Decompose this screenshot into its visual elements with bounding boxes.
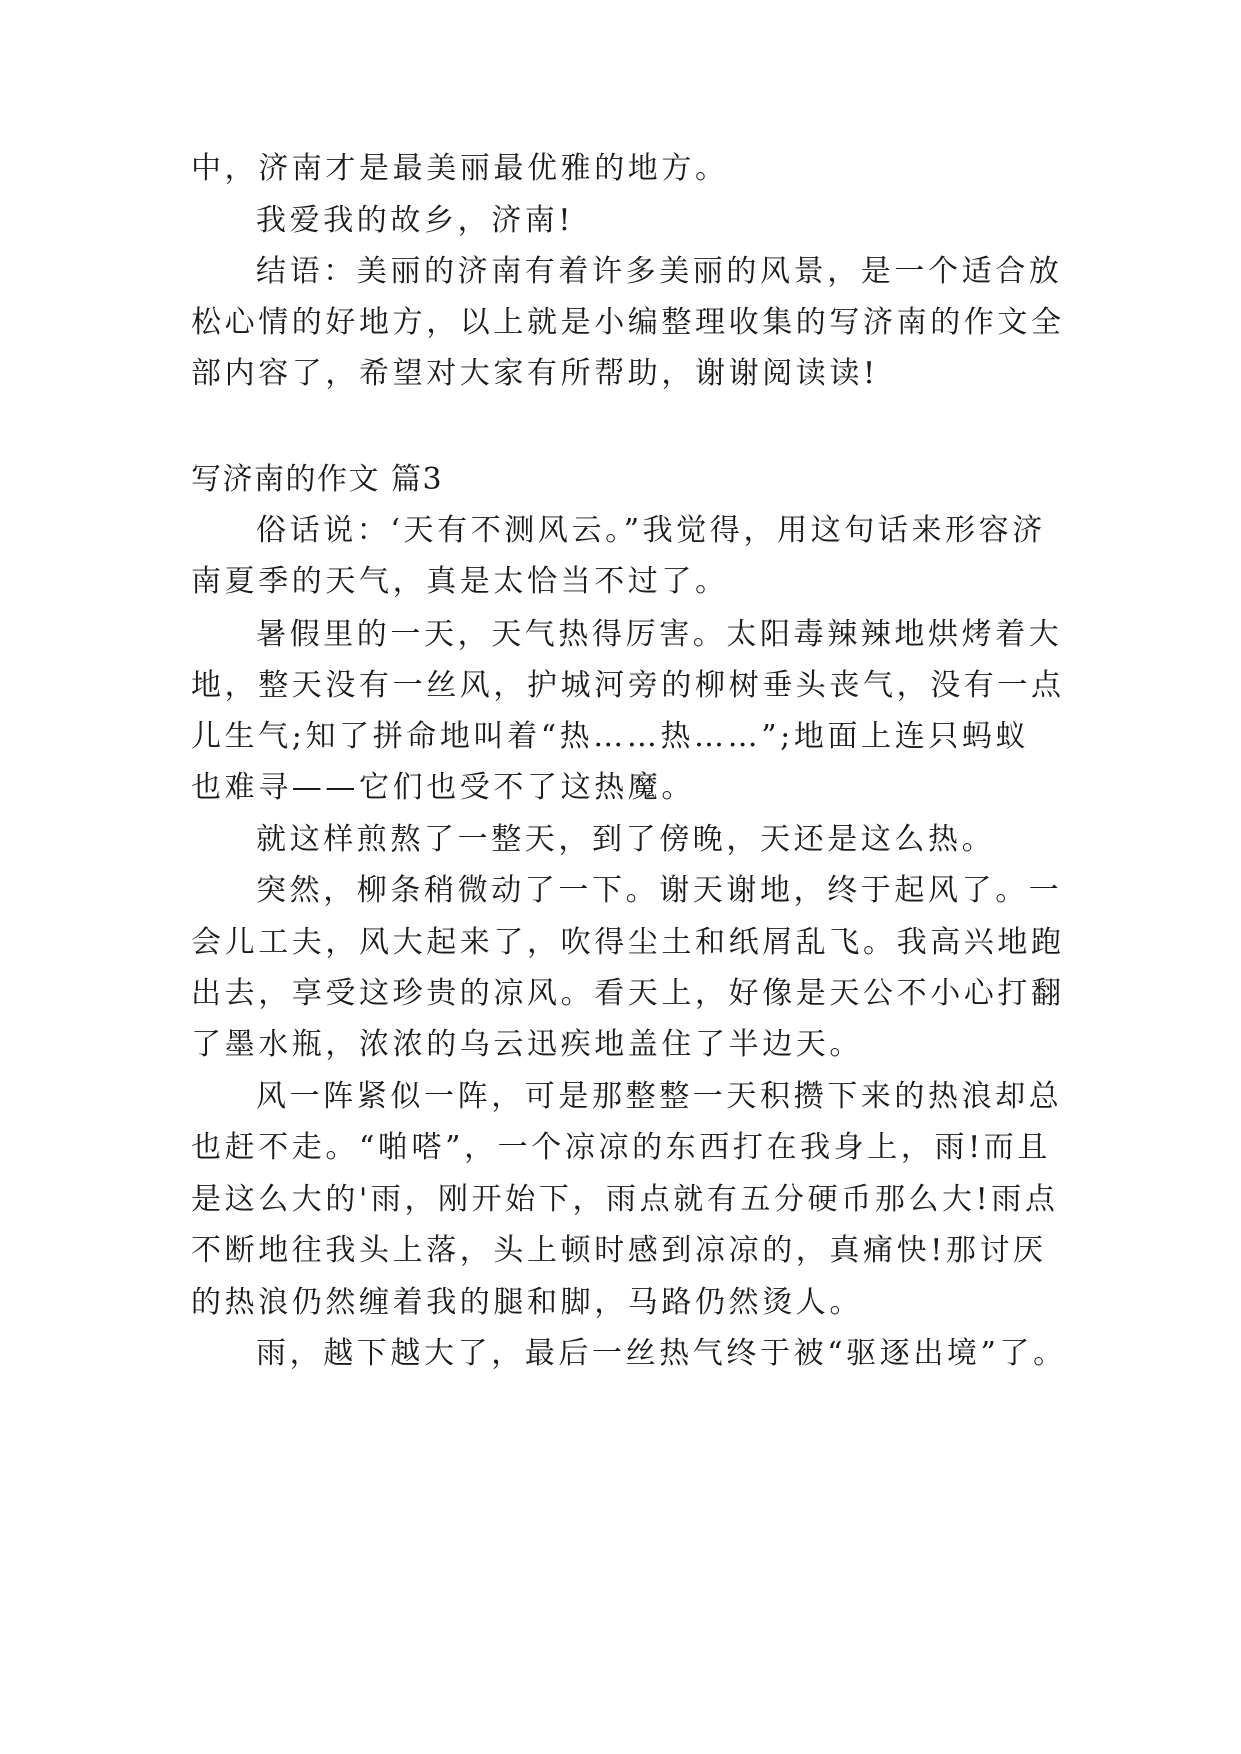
- paragraph-line: 儿生气;知了拼命地叫着“热……热……”;地面上连只蚂蚁: [191, 719, 1030, 754]
- paragraph-line: 暑假里的一天，天气热得厉害。太阳毒辣辣地烘烤着大: [256, 617, 1063, 652]
- paragraph-line: 就这样煎熬了一整天，到了傍晚，天还是这么热。: [256, 822, 996, 857]
- paragraph-line: 了墨水瓶，浓浓的乌云迅疾地盖住了半边天。: [191, 1027, 863, 1062]
- paragraph-line: 不断地往我头上落，头上顿时感到凉凉的，真痛快!那讨厌: [191, 1233, 1047, 1268]
- paragraph-line: 俗话说：‘天有不测风云。”我觉得，用这句话来形容济: [256, 513, 1046, 548]
- paragraph-line: 也难寻——它们也受不了这热魔。: [191, 770, 695, 805]
- paragraph-line: 出去，享受这珍贵的凉风。看天上，好像是天公不小心打翻: [191, 976, 1065, 1011]
- paragraph-line: 结语：美丽的济南有着许多美丽的风景，是一个适合放: [256, 254, 1063, 289]
- paragraph-line: 风一阵紧似一阵，可是那整整一天积攒下来的热浪却总: [256, 1079, 1063, 1114]
- paragraph-line: 我爱我的故乡，济南!: [256, 203, 575, 238]
- paragraph-line: 地，整天没有一丝风，护城河旁的柳树垂头丧气，没有一点: [191, 668, 1065, 703]
- paragraph-line: 会儿工夫，风大起来了，吹得尘土和纸屑乱飞。我高兴地跑: [191, 925, 1065, 960]
- section-title: 写济南的作文 篇3: [191, 462, 444, 497]
- paragraph-line: 雨，越下越大了，最后一丝热气终于被“驱逐出境”了。: [256, 1336, 1067, 1371]
- paragraph-line: 突然，柳条稍微动了一下。谢天谢地，终于起风了。一: [256, 873, 1063, 908]
- paragraph-line: 也赶不走。“啪嗒”，一个凉凉的东西打在我身上，雨!而且: [191, 1130, 1051, 1165]
- paragraph-line: 部内容了，希望对大家有所帮助，谢谢阅读读!: [191, 356, 879, 391]
- paragraph-line: 的热浪仍然缠着我的腿和脚，马路仍然烫人。: [191, 1285, 863, 1320]
- paragraph-line: 是这么大的'雨，刚开始下，雨点就有五分硬币那么大!雨点: [191, 1182, 1059, 1217]
- paragraph-line: 南夏季的天气，真是太恰当不过了。: [191, 564, 729, 599]
- paragraph-line: 松心情的好地方，以上就是小编整理收集的写济南的作文全: [191, 305, 1065, 340]
- paragraph-line: 中，济南才是最美丽最优雅的地方。: [191, 151, 729, 186]
